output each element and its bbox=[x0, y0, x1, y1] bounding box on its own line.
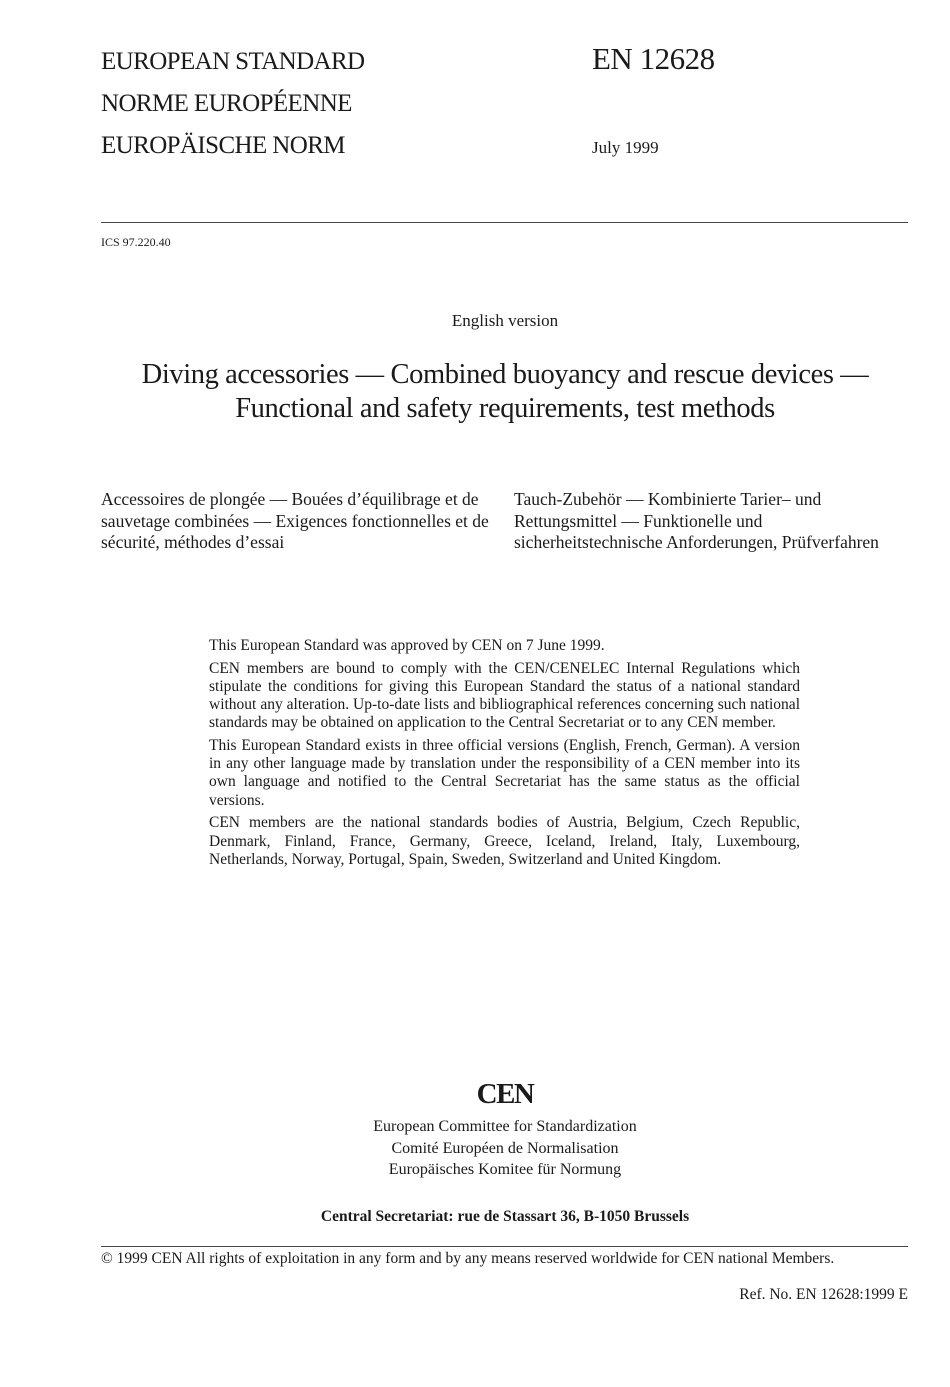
standard-type-german: EUROPÄISCHE NORM bbox=[101, 132, 345, 159]
reference-number: Ref. No. EN 12628:1999 E bbox=[739, 1286, 908, 1303]
cen-name-french: Comité Européen de Normalisation bbox=[391, 1139, 619, 1157]
document-title-line-2: Functional and safety requirements, test methods bbox=[235, 393, 775, 424]
cen-logo: CEN bbox=[476, 1078, 534, 1110]
publication-date: July 1999 bbox=[592, 138, 659, 157]
versions-note: This European Standard exists in three official versions (English, French, German). A version in any other language made by translation under the responsibility of a CEN member into its own language and notified to the Central Secretariat has the same status as the official versions. bbox=[209, 737, 800, 809]
title-german: Tauch-Zubehör — Kombinierte Tarier– und Rettungsmittel — Funktionelle und sicherheitstechnische Anforderungen, Prüfverfahren bbox=[514, 489, 879, 552]
header-divider bbox=[101, 222, 908, 223]
cen-organization-names bbox=[0, 1116, 950, 1181]
ics-code: ICS 97.220.40 bbox=[101, 235, 171, 249]
approval-note: This European Standard was approved by CEN on 7 June 1999. bbox=[209, 637, 605, 654]
standard-type-french: NORME EUROPÉENNE bbox=[101, 90, 352, 117]
cen-name-english: European Committee for Standardization bbox=[373, 1118, 637, 1135]
cen-name-german: Europäisches Komitee für Normung bbox=[388, 1161, 622, 1178]
document-title bbox=[70, 358, 940, 426]
compliance-note: CEN members are bound to comply with the CEN/CENELEC Internal Regulations which stipulate the conditions for giving this European Standard the status of a national standard without any alteration. Up-to-date lists and bibliographical references concerning such national standards may be obtained on application to the Central Secretariat or to any CEN member. bbox=[209, 659, 800, 732]
standard-type-english: EUROPEAN STANDARD bbox=[101, 48, 365, 75]
copyright-notice: © 1999 CEN All rights of exploitation in any form and by any means reserved worldwide for CEN national Members. bbox=[101, 1250, 835, 1267]
title-french: Accessoires de plongée — Bouées d’équilibrage et de sauvetage combinées — Exigences fonctionnelles et de sécurité, méthodes d’essai bbox=[101, 489, 489, 552]
footer-divider bbox=[101, 1246, 908, 1247]
standard-number: EN 12628 bbox=[592, 41, 715, 76]
members-note: CEN members are the national standards bodies of Austria, Belgium, Czech Republic, Denmark, Finland, France, Germany, Greece, Iceland, Ireland, Italy, Luxembourg, Netherlands, Norway, Portugal, Spain, Sweden, Switzerland and United Kingdom. bbox=[209, 814, 800, 868]
approval-notes bbox=[209, 637, 800, 873]
language-version-label: English version bbox=[451, 311, 559, 330]
document-title-line-1: Diving accessories — Combined buoyancy and rescue devices — bbox=[141, 359, 869, 390]
secretariat-address: Central Secretariat: rue de Stassart 36, B-1050 Brussels bbox=[320, 1208, 690, 1225]
